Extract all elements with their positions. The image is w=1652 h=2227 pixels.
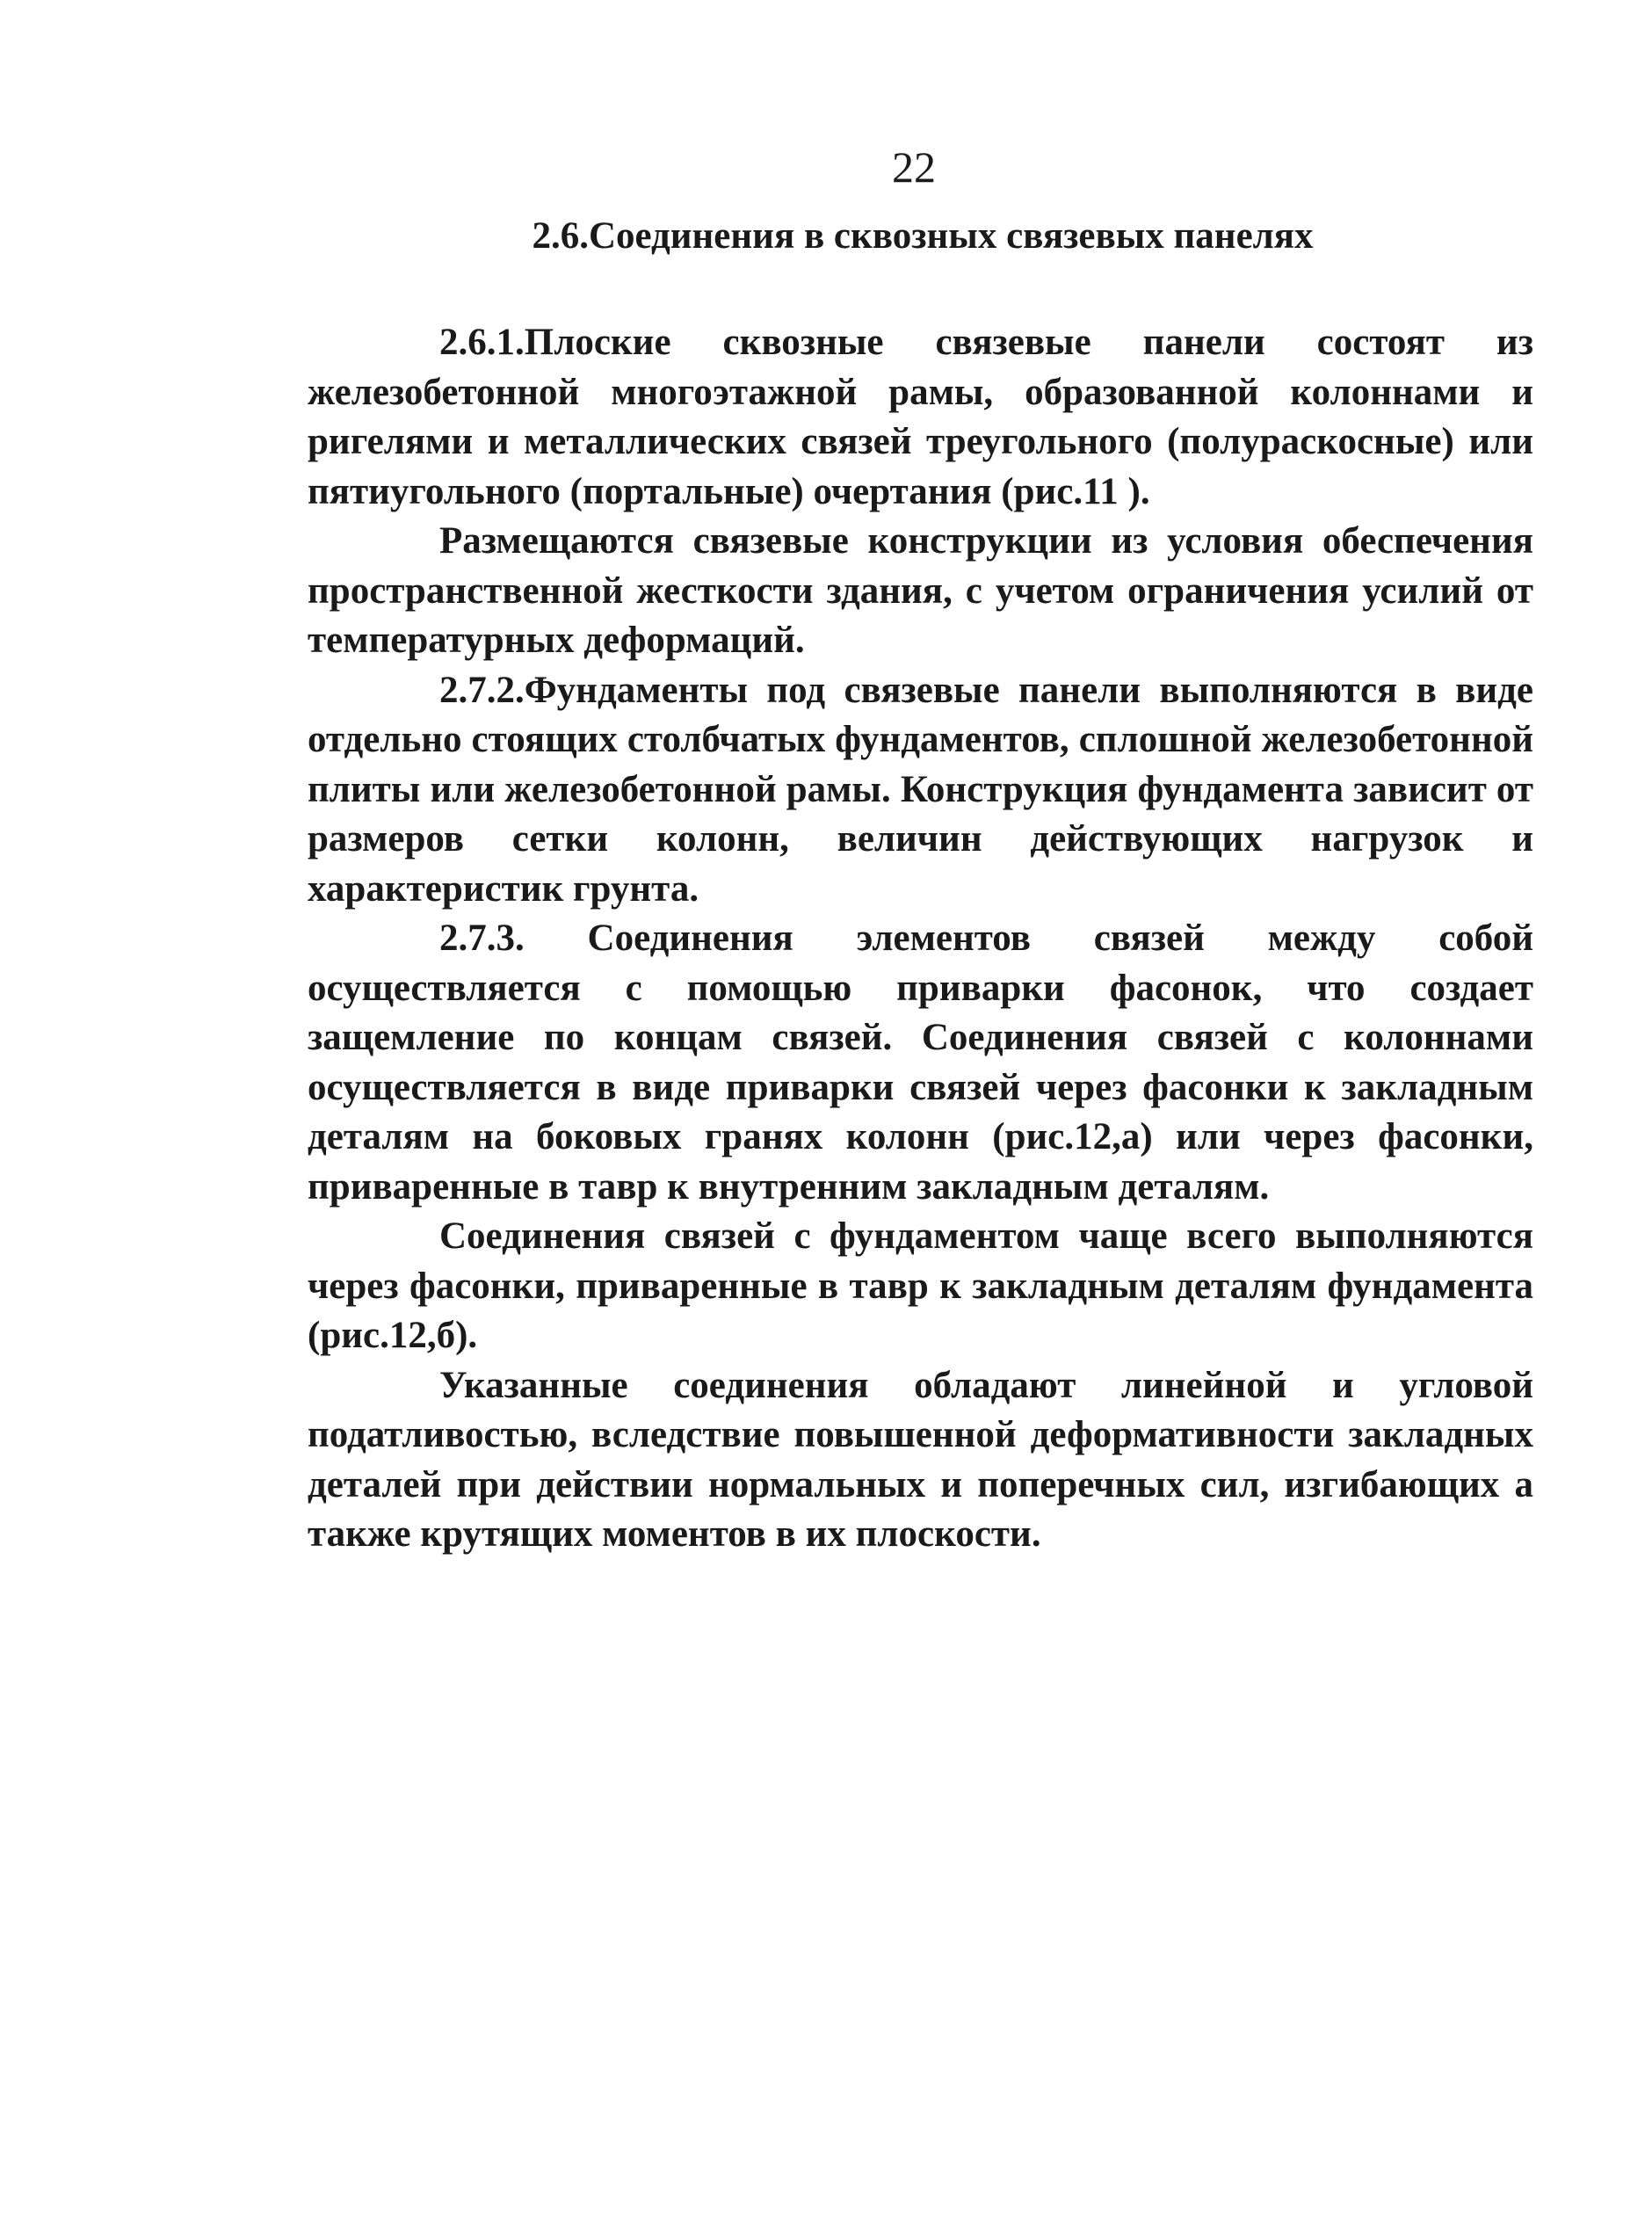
page-number: 22 [892,142,936,192]
body-text [308,318,1533,1560]
section-heading: 2.6.Соединения в сквозных связевых панелях [532,215,1314,257]
paragraph-placement: Размещаются связевые конструкции из условия обеспечения пространственной жесткости здания, с учетом ограничения усилий от температурных деформаций. [308,520,1533,661]
paragraph-2-7-3: 2.7.3. Соединения элементов связей между собой осуществляется с помощью приварки фасонок, что создает защемление по концам связей. Соединения связей с колоннами осуществляется в виде приварки связей через фасонки к закладным деталям на боковых гранях колонн (рис.12,а) или через фасонки, приваренные в тавр к внутренним закладным деталям. [308,918,1533,1208]
paragraph-2-6-1: 2.6.1.Плоские сквозные связевые панели состоят из железобетонной многоэтажной рамы, образованной колоннами и ригелями и металлических связей треугольного (полураскосные) или пятиугольного (портальные) очертания (рис.11 ). [308,322,1533,512]
paragraph-compliance: Указанные соединения обладают линейной и угловой податливостью, вследствие повышенной деформативности закладных деталей при действии нормальных и поперечных сил, изгибающих а также крутящих моментов в их плоскости. [308,1364,1533,1555]
paragraph-foundation-connections: Соединения связей с фундаментом чаще всего выполняются через фасонки, приваренные в тавр к закладным деталям фундамента (рис.12,б). [308,1215,1533,1356]
paragraph-2-7-2: 2.7.2.Фундаменты под связевые панели выполняются в виде отдельно стоящих столбчатых фундаментов, сплошной железобетонной плиты или железобетонной рамы. Конструкция фундамента зависит от размеров сетки колонн, величин действующих нагрузок и характеристик грунта. [308,669,1533,910]
